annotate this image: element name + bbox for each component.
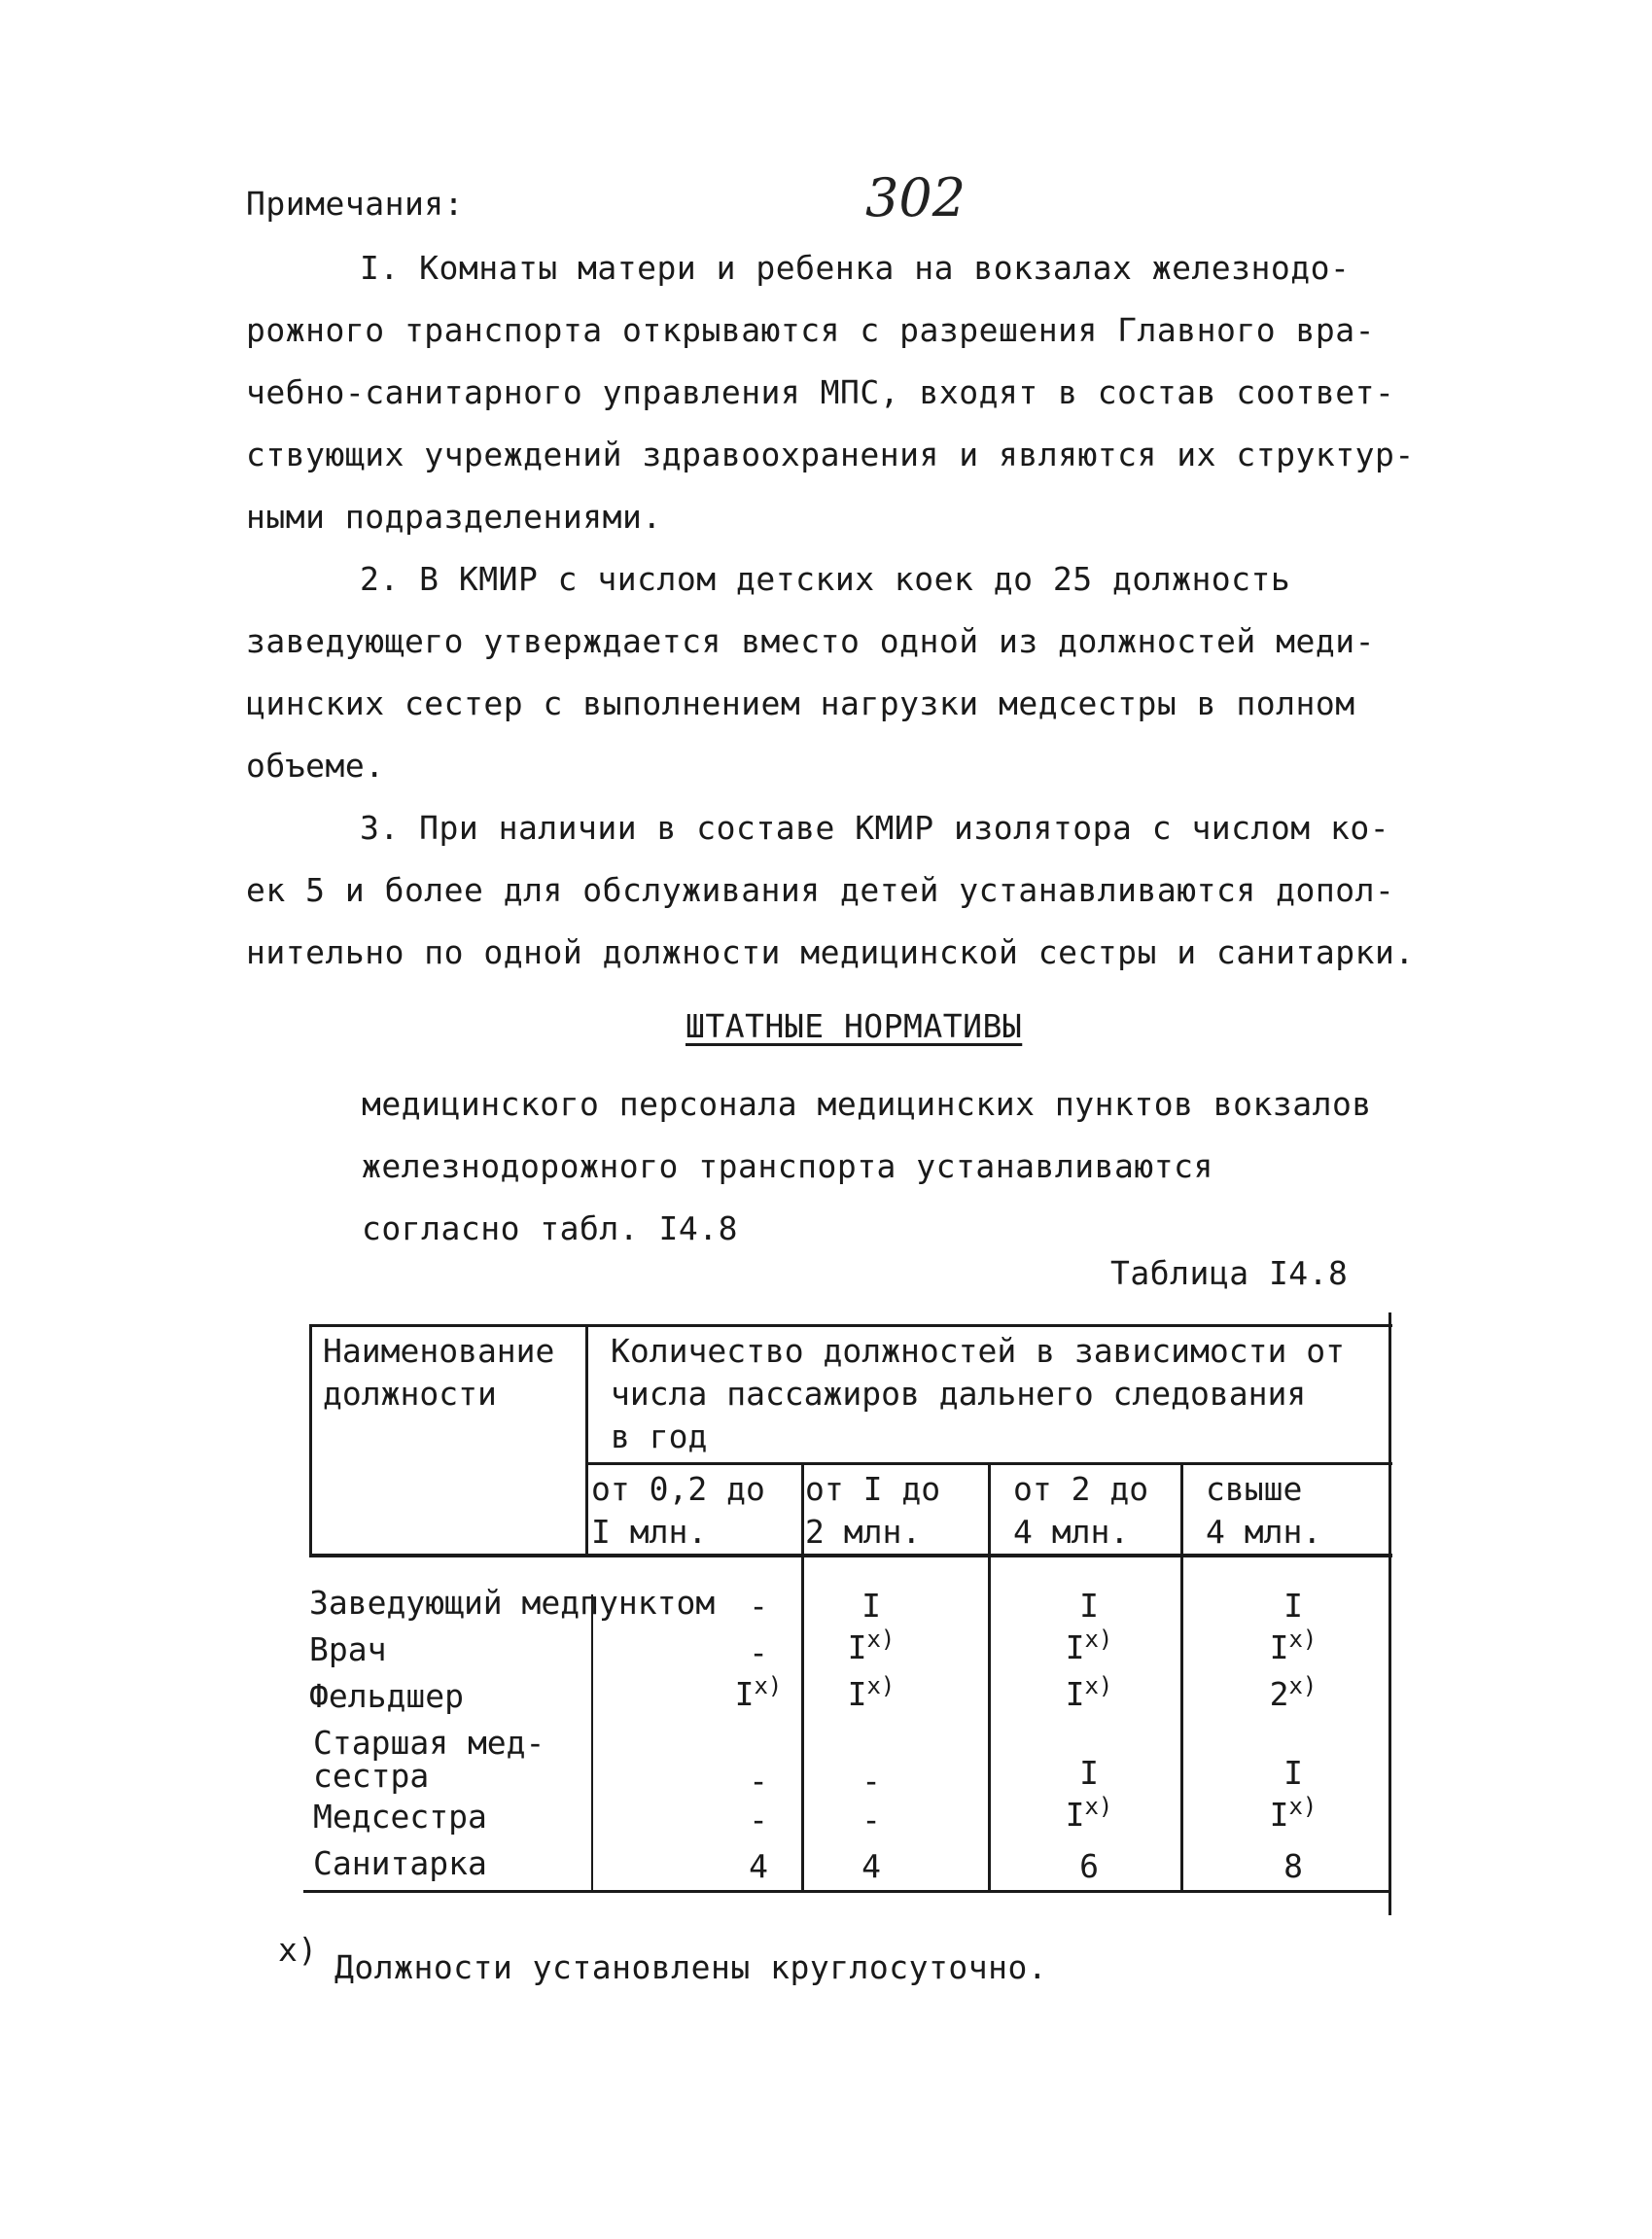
col-divider-2 xyxy=(801,1462,804,1892)
circadian-mark: x) xyxy=(1288,1793,1318,1820)
note-line: ными подразделениями. xyxy=(246,498,662,536)
cell-value-marked xyxy=(842,1672,900,1713)
cell-value-marked xyxy=(1060,1793,1118,1834)
note-line: чебно-санитарного управления МПС, входят в состав соответ- xyxy=(246,373,1395,411)
left-border xyxy=(309,1324,312,1557)
note-line: нительно по одной должности медицинской сестры и санитарки. xyxy=(246,933,1415,971)
intro-line: согласно табл. I4.8 xyxy=(362,1209,738,1247)
header-bottom-border xyxy=(309,1554,1392,1557)
row-label-feldsher: Фельдшер xyxy=(309,1677,464,1715)
cell-value: 6 xyxy=(1079,1847,1099,1885)
sub-header-2: от I до 2 млн. xyxy=(805,1470,941,1551)
cell-value: - xyxy=(749,1762,768,1800)
note-line: заведующего утверждается вместо одной из должностей меди- xyxy=(246,622,1375,660)
cell-value: I xyxy=(1079,1587,1099,1625)
notes-heading: Примечания: xyxy=(246,185,465,223)
sub-header-3: от 2 до 4 млн. xyxy=(1013,1470,1149,1551)
intro-line: медицинского персонала медицинских пунктов вокзалов xyxy=(362,1085,1372,1123)
section-title: ШТАТНЫЕ НОРМАТИВЫ xyxy=(685,1007,1023,1045)
circadian-mark: x) xyxy=(754,1672,783,1699)
name-col-divider xyxy=(585,1324,588,1557)
circadian-mark: x) xyxy=(1084,1626,1113,1653)
value: 2 xyxy=(1269,1675,1289,1713)
value: I xyxy=(1065,1675,1085,1713)
circadian-mark: x) xyxy=(866,1626,896,1653)
cell-value: - xyxy=(861,1801,881,1838)
footnote-mark: x) xyxy=(278,1931,318,1969)
table-bottom-border xyxy=(303,1890,1388,1893)
cell-value: - xyxy=(749,1633,768,1671)
row-label-senior-nurse: Старшая мед- сестра xyxy=(313,1724,545,1795)
intro-line: железнодорожного транспорта устанавливаются xyxy=(362,1147,1213,1185)
note-line: цинских сестер с выполнением нагрузки медсестры в полном xyxy=(246,684,1355,722)
right-border xyxy=(1388,1312,1391,1915)
cell-value: - xyxy=(861,1762,881,1800)
cell-value: I xyxy=(1079,1754,1099,1792)
note-line: ствующих учреждений здравоохранения и являются их структур- xyxy=(246,436,1415,473)
row-label-head: Заведующий медпунктом xyxy=(309,1584,716,1622)
sub-header-1: от 0,2 до I млн. xyxy=(591,1470,765,1551)
col-divider-4 xyxy=(1180,1462,1183,1892)
note-line: 3. При наличии в составе КМИР изолятора с числом ко- xyxy=(360,809,1390,847)
cell-value-marked xyxy=(1264,1793,1322,1834)
row-label-nurse: Медсестра xyxy=(313,1798,487,1836)
page-number: 302 xyxy=(865,167,967,228)
cell-value: I xyxy=(861,1587,881,1625)
circadian-mark: x) xyxy=(1288,1672,1318,1699)
cell-value: 4 xyxy=(749,1847,768,1885)
col-divider-1 xyxy=(591,1594,593,1892)
circadian-mark: x) xyxy=(866,1672,896,1699)
sub-header-4: свыше 4 млн. xyxy=(1206,1470,1322,1551)
value: I xyxy=(1269,1628,1289,1666)
row-label-orderly: Санитарка xyxy=(313,1844,487,1882)
col-divider-3 xyxy=(988,1462,991,1892)
cell-value-marked xyxy=(1060,1626,1118,1666)
circadian-mark: x) xyxy=(1288,1626,1318,1653)
circadian-mark: x) xyxy=(1084,1793,1113,1820)
note-line: объеме. xyxy=(246,747,385,785)
cell-value: 4 xyxy=(861,1847,881,1885)
header-position: Наименование должности xyxy=(323,1332,555,1413)
note-line: ек 5 и более для обслуживания детей устанавливаются допол- xyxy=(246,871,1395,909)
note-line: рожного транспорта открываются с разрешения Главного вра- xyxy=(246,311,1375,349)
value: I xyxy=(1065,1628,1085,1666)
cell-value: 8 xyxy=(1283,1847,1303,1885)
header-group: Количество должностей в зависимости от числа пассажиров дальнего следования в год xyxy=(611,1332,1345,1455)
value: I xyxy=(847,1675,867,1713)
cell-value: I xyxy=(1283,1754,1303,1792)
row-label-doctor: Врач xyxy=(309,1630,387,1668)
note-line: I. Комнаты матери и ребенка на вокзалах железнодо- xyxy=(360,249,1351,287)
cell-value: I xyxy=(1283,1587,1303,1625)
table-label: Таблица I4.8 xyxy=(1110,1254,1349,1292)
cell-value-marked xyxy=(1264,1626,1322,1666)
cell-value: - xyxy=(749,1801,768,1838)
value: I xyxy=(734,1675,755,1713)
cell-value-marked xyxy=(842,1626,900,1666)
value: I xyxy=(847,1628,867,1666)
value: I xyxy=(1269,1796,1289,1834)
table-top-border xyxy=(309,1324,1392,1327)
value: I xyxy=(1065,1796,1085,1834)
note-line: 2. В КМИР с числом детских коек до 25 должность xyxy=(360,560,1291,598)
cell-value-marked xyxy=(729,1672,788,1713)
circadian-mark: x) xyxy=(1084,1672,1113,1699)
footnote-text: Должности установлены круглосуточно. xyxy=(334,1948,1048,1986)
cell-value-marked xyxy=(1060,1672,1118,1713)
cell-value: - xyxy=(749,1587,768,1625)
cell-value-marked xyxy=(1264,1672,1322,1713)
